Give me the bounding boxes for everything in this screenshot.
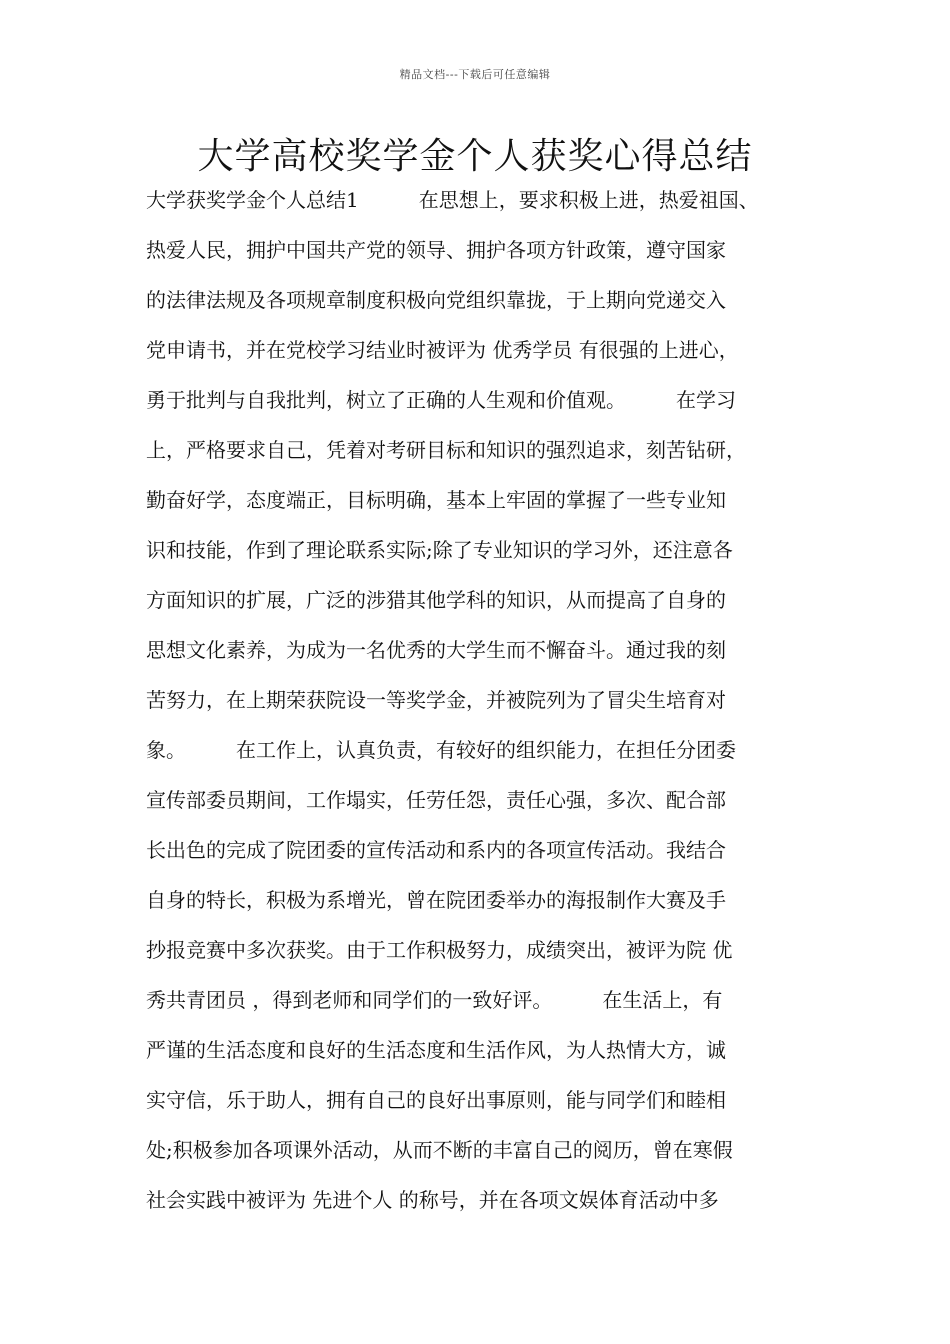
- text-line: 严谨的生活态度和良好的生活态度和生活作风，为人热情大方，诚: [146, 1038, 726, 1062]
- text-line: 上，严格要求自己，凭着对考研目标和知识的强烈追求，刻苦钻研，: [146, 438, 746, 462]
- text-line: 苦努力，在上期荣获院设一等奖学金，并被院列为了冒尖生培育对: [146, 688, 726, 712]
- header-note: 精品文档---下载后可任意编辑: [399, 68, 551, 81]
- page-title: 大学高校奖学金个人获奖心得总结: [197, 136, 753, 177]
- text-line: 自身的特长，积极为系增光，曾在院团委举办的海报制作大赛及手: [146, 888, 726, 912]
- text-line: 勤奋好学，态度端正，目标明确，基本上牢固的掌握了一些专业知: [146, 488, 726, 512]
- text-line: 方面知识的扩展，广泛的涉猎其他学科的知识，从而提高了自身的: [146, 588, 726, 612]
- text-line: 抄报竞赛中多次获奖。由于工作积极努力，成绩突出，被评为院 优: [146, 938, 733, 962]
- text-line: 思想文化素养，为成为一名优秀的大学生而不懈奋斗。通过我的刻: [146, 638, 726, 662]
- text-line: 象。 在工作上，认真负责，有较好的组织能力，在担任分团委: [146, 738, 736, 762]
- text-line: 实守信，乐于助人，拥有自己的良好出事原则，能与同学们和睦相: [146, 1088, 726, 1112]
- text-line: 热爱人民，拥护中国共产党的领导、拥护各项方针政策，遵守国家: [146, 238, 726, 262]
- body-text: [146, 181, 826, 1231]
- text-line: 宣传部委员期间，工作塌实，任劳任怨，责任心强，多次、配合部: [146, 788, 726, 812]
- text-line: 勇于批判与自我批判，树立了正确的人生观和价值观。 在学习: [146, 388, 736, 412]
- text-line: 识和技能，作到了理论联系实际;除了专业知识的学习外，还注意各: [146, 538, 733, 562]
- text-line: 的法律法规及各项规章制度积极向党组织靠拢，于上期向党递交入: [146, 288, 726, 312]
- text-line: 大学获奖学金个人总结1 在思想上，要求积极上进，热爱祖国、: [146, 188, 759, 212]
- text-line: 社会实践中被评为 先进个人 的称号，并在各项文娱体育活动中多: [146, 1188, 719, 1212]
- text-line: 处;积极参加各项课外活动，从而不断的丰富自己的阅历，曾在寒假: [146, 1138, 733, 1162]
- text-line: 秀共青团员 ，得到老师和同学们的一致好评。 在生活上，有: [146, 988, 723, 1012]
- text-line: 长出色的完成了院团委的宣传活动和系内的各项宣传活动。我结合: [146, 838, 726, 862]
- text-line: 党申请书，并在党校学习结业时被评为 优秀学员 有很强的上进心，: [146, 338, 739, 362]
